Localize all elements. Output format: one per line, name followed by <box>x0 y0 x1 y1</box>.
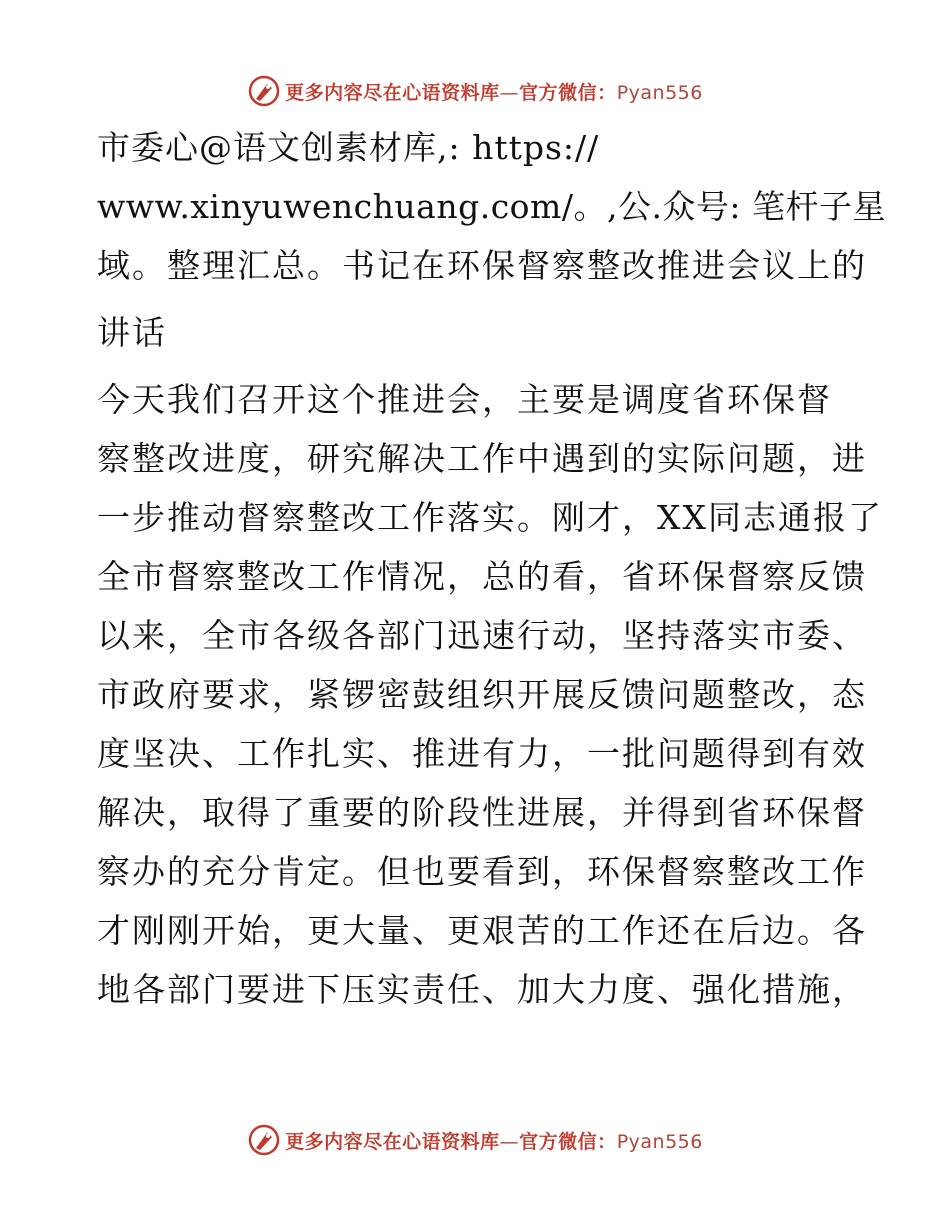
paragraph-line-3: 一步推动督察整改工作落实。刚才，XX同志通报了 <box>97 498 883 537</box>
banner-main-text: 更多内容尽在心语资料库 <box>285 81 500 104</box>
paragraph-line-7: 度坚决、工作扎实、推进有力，一批问题得到有效 <box>97 734 867 773</box>
title-line-3: 域。整理汇总。书记在环保督察整改推进会议上的 <box>97 246 867 285</box>
banner-main-text: 更多内容尽在心语资料库 <box>285 1130 500 1153</box>
paragraph-line-4: 全市督察整改工作情况，总的看，省环保督察反馈 <box>97 557 867 596</box>
footer-watermark-banner <box>0 1120 950 1160</box>
banner-wechat-id: Pyan556 <box>616 81 703 104</box>
title-line-1: 市委心@语文创素材库,: https:// <box>97 128 600 167</box>
banner-text <box>285 78 703 105</box>
paragraph-line-8: 解决，取得了重要的阶段性进展，并得到省环保督 <box>97 793 867 832</box>
banner-wechat-label: 官方微信： <box>519 1130 617 1153</box>
document-body <box>97 118 887 1019</box>
paragraph-line-9: 察办的充分肯定。但也要看到，环保督察整改工作 <box>97 852 867 891</box>
title-line-4: 讲话 <box>97 313 167 352</box>
pen-nib-logo-icon <box>247 74 281 108</box>
title-line-2: www.xinyuwenchuang.com/。,公.众号: 笔杆子星 <box>97 187 887 226</box>
paragraph-line-2: 察整改进度，研究解决工作中遇到的实际问题，进 <box>97 439 867 478</box>
header-watermark-banner <box>0 71 950 111</box>
pen-nib-logo-icon <box>247 1123 281 1157</box>
paragraph-line-10: 才刚刚开始，更大量、更艰苦的工作还在后边。各 <box>97 911 867 950</box>
banner-text <box>285 1127 703 1154</box>
banner-separator: — <box>499 1130 520 1153</box>
banner-separator: — <box>499 81 520 104</box>
paragraph-line-1: 今天我们召开这个推进会，主要是调度省环保督 <box>97 380 832 419</box>
paragraph-line-11: 地各部门要进下压实责任、加大力度、强化措施， <box>97 970 867 1009</box>
banner-wechat-label: 官方微信： <box>519 81 617 104</box>
paragraph-line-6: 市政府要求，紧锣密鼓组织开展反馈问题整改，态 <box>97 675 867 714</box>
paragraph-line-5: 以来，全市各级各部门迅速行动，坚持落实市委、 <box>97 616 867 655</box>
banner-wechat-id: Pyan556 <box>616 1130 703 1153</box>
